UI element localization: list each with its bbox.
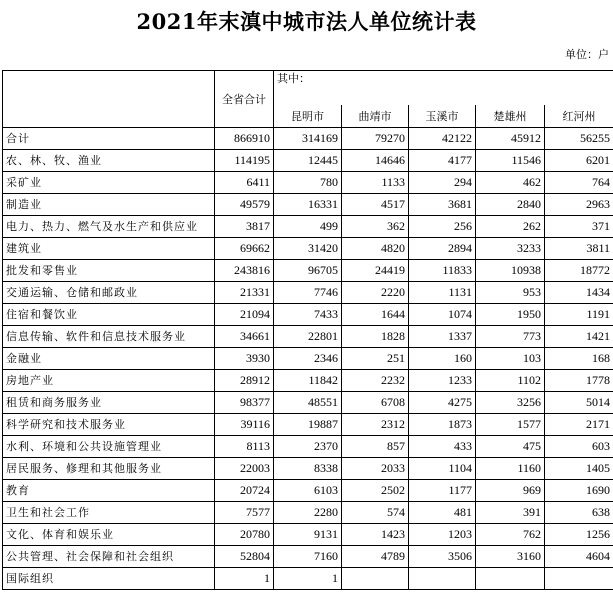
row-value: 1778 <box>545 370 613 392</box>
row-value: 98377 <box>215 392 274 414</box>
row-value: 52804 <box>215 546 274 568</box>
table-row <box>3 436 613 458</box>
row-value: 2033 <box>342 458 409 480</box>
row-value <box>342 568 409 590</box>
row-value: 4604 <box>545 546 613 568</box>
table-row <box>3 326 613 348</box>
row-value: 3817 <box>215 216 274 238</box>
row-value: 56255 <box>545 128 613 150</box>
row-label: 水利、环境和公共设施管理业 <box>3 436 215 458</box>
row-value: 79270 <box>342 128 409 150</box>
row-value: 3233 <box>476 238 545 260</box>
table-body <box>3 128 613 590</box>
row-value: 24419 <box>342 260 409 282</box>
row-value: 7160 <box>274 546 342 568</box>
row-label: 农、林、牧、渔业 <box>3 150 215 172</box>
row-value: 39116 <box>215 414 274 436</box>
row-value: 773 <box>476 326 545 348</box>
row-value: 34661 <box>215 326 274 348</box>
row-value: 3160 <box>476 546 545 568</box>
table-row <box>3 392 613 414</box>
row-value: 1405 <box>545 458 613 480</box>
row-value: 1074 <box>409 304 476 326</box>
row-value: 6201 <box>545 150 613 172</box>
row-value: 3506 <box>409 546 476 568</box>
row-value: 49579 <box>215 194 274 216</box>
row-value: 953 <box>476 282 545 304</box>
row-value: 1203 <box>409 524 476 546</box>
row-label: 国际组织 <box>3 568 215 590</box>
row-value: 4789 <box>342 546 409 568</box>
row-label: 制造业 <box>3 194 215 216</box>
row-value: 371 <box>545 216 613 238</box>
row-value: 21094 <box>215 304 274 326</box>
header-total: 全省合计 <box>215 71 274 128</box>
row-value: 866910 <box>215 128 274 150</box>
row-label: 文化、体育和娱乐业 <box>3 524 215 546</box>
row-value: 3811 <box>545 238 613 260</box>
row-value: 3681 <box>409 194 476 216</box>
row-value: 14646 <box>342 150 409 172</box>
row-label: 采矿业 <box>3 172 215 194</box>
unit-note: 单位：户 <box>565 48 609 61</box>
row-value: 475 <box>476 436 545 458</box>
header-city: 红河州 <box>545 105 613 128</box>
row-value: 19887 <box>274 414 342 436</box>
table-row <box>3 502 613 524</box>
row-value: 969 <box>476 480 545 502</box>
row-value: 1177 <box>409 480 476 502</box>
row-value: 11842 <box>274 370 342 392</box>
row-value: 160 <box>409 348 476 370</box>
header-city: 曲靖市 <box>342 105 409 128</box>
row-label: 批发和零售业 <box>3 260 215 282</box>
row-value: 2280 <box>274 502 342 524</box>
header-city: 昆明市 <box>274 105 342 128</box>
row-value: 1421 <box>545 326 613 348</box>
header-corner <box>3 71 215 128</box>
table-row <box>3 282 613 304</box>
row-value: 1160 <box>476 458 545 480</box>
table-row <box>3 194 613 216</box>
header-of-which: 其中： <box>274 71 613 106</box>
row-value: 42122 <box>409 128 476 150</box>
table-row <box>3 348 613 370</box>
row-value: 1434 <box>545 282 613 304</box>
row-value: 603 <box>545 436 613 458</box>
row-value: 11546 <box>476 150 545 172</box>
row-value: 1577 <box>476 414 545 436</box>
row-value: 45912 <box>476 128 545 150</box>
table-row <box>3 568 613 590</box>
row-value: 262 <box>476 216 545 238</box>
row-value <box>545 568 613 590</box>
row-value: 4177 <box>409 150 476 172</box>
row-value: 1104 <box>409 458 476 480</box>
row-value: 6103 <box>274 480 342 502</box>
row-value: 6708 <box>342 392 409 414</box>
row-value: 96705 <box>274 260 342 282</box>
row-value: 16331 <box>274 194 342 216</box>
row-value: 1690 <box>545 480 613 502</box>
row-value: 4820 <box>342 238 409 260</box>
row-value: 1644 <box>342 304 409 326</box>
row-label: 教育 <box>3 480 215 502</box>
table-row <box>3 480 613 502</box>
row-value: 391 <box>476 502 545 524</box>
row-label: 交通运输、仓储和邮政业 <box>3 282 215 304</box>
row-label: 卫生和社会工作 <box>3 502 215 524</box>
row-label: 信息传输、软件和信息技术服务业 <box>3 326 215 348</box>
row-value: 780 <box>274 172 342 194</box>
row-value: 22003 <box>215 458 274 480</box>
row-value: 574 <box>342 502 409 524</box>
table-row <box>3 458 613 480</box>
row-value: 1423 <box>342 524 409 546</box>
row-value: 1337 <box>409 326 476 348</box>
row-value: 11833 <box>409 260 476 282</box>
row-value: 22801 <box>274 326 342 348</box>
row-value: 2220 <box>342 282 409 304</box>
row-value: 2502 <box>342 480 409 502</box>
row-value: 4517 <box>342 194 409 216</box>
row-value: 362 <box>342 216 409 238</box>
row-label: 租赁和商务服务业 <box>3 392 215 414</box>
row-value: 314169 <box>274 128 342 150</box>
row-value: 48551 <box>274 392 342 414</box>
row-value <box>476 568 545 590</box>
row-value: 12445 <box>274 150 342 172</box>
row-value: 462 <box>476 172 545 194</box>
row-value: 7577 <box>215 502 274 524</box>
row-value: 103 <box>476 348 545 370</box>
header-city: 楚雄州 <box>476 105 545 128</box>
row-value: 2346 <box>274 348 342 370</box>
row-label: 科学研究和技术服务业 <box>3 414 215 436</box>
row-value: 3256 <box>476 392 545 414</box>
table-row <box>3 216 613 238</box>
row-value: 114195 <box>215 150 274 172</box>
row-label: 住宿和餐饮业 <box>3 304 215 326</box>
row-value: 20780 <box>215 524 274 546</box>
row-value: 10938 <box>476 260 545 282</box>
row-value: 481 <box>409 502 476 524</box>
row-value: 1191 <box>545 304 613 326</box>
page-title: 2021年末滇中城市法人单位统计表 <box>136 9 477 34</box>
row-label: 合计 <box>3 128 215 150</box>
table-row <box>3 260 613 282</box>
row-value: 2370 <box>274 436 342 458</box>
row-value: 2840 <box>476 194 545 216</box>
table-row <box>3 304 613 326</box>
row-label: 房地产业 <box>3 370 215 392</box>
row-value: 1102 <box>476 370 545 392</box>
row-value: 638 <box>545 502 613 524</box>
row-label: 公共管理、社会保障和社会组织 <box>3 546 215 568</box>
row-value: 499 <box>274 216 342 238</box>
row-value: 7746 <box>274 282 342 304</box>
row-label: 电力、热力、燃气及水生产和供应业 <box>3 216 215 238</box>
row-value: 1 <box>215 568 274 590</box>
table-row <box>3 370 613 392</box>
row-value: 4275 <box>409 392 476 414</box>
row-value: 20724 <box>215 480 274 502</box>
row-value: 9131 <box>274 524 342 546</box>
row-value: 294 <box>409 172 476 194</box>
row-value: 18772 <box>545 260 613 282</box>
row-label: 居民服务、修理和其他服务业 <box>3 458 215 480</box>
row-label: 建筑业 <box>3 238 215 260</box>
row-value: 2232 <box>342 370 409 392</box>
row-value: 2171 <box>545 414 613 436</box>
statistics-table <box>2 70 613 590</box>
row-value: 31420 <box>274 238 342 260</box>
row-value: 8338 <box>274 458 342 480</box>
row-value: 7433 <box>274 304 342 326</box>
row-value: 256 <box>409 216 476 238</box>
header-city: 玉溪市 <box>409 105 476 128</box>
row-value: 1950 <box>476 304 545 326</box>
row-value: 8113 <box>215 436 274 458</box>
row-value: 1828 <box>342 326 409 348</box>
row-value: 1233 <box>409 370 476 392</box>
row-value: 1133 <box>342 172 409 194</box>
table-row <box>3 128 613 150</box>
row-value: 857 <box>342 436 409 458</box>
table-row <box>3 238 613 260</box>
table-row <box>3 172 613 194</box>
row-value: 2894 <box>409 238 476 260</box>
table-row <box>3 524 613 546</box>
row-value: 762 <box>476 524 545 546</box>
row-value: 764 <box>545 172 613 194</box>
row-value: 28912 <box>215 370 274 392</box>
row-value: 243816 <box>215 260 274 282</box>
row-value: 5014 <box>545 392 613 414</box>
row-label: 金融业 <box>3 348 215 370</box>
row-value: 1256 <box>545 524 613 546</box>
table-row <box>3 150 613 172</box>
row-value: 1 <box>274 568 342 590</box>
row-value: 69662 <box>215 238 274 260</box>
row-value: 1131 <box>409 282 476 304</box>
row-value: 2963 <box>545 194 613 216</box>
row-value <box>409 568 476 590</box>
table-row <box>3 546 613 568</box>
row-value: 433 <box>409 436 476 458</box>
row-value: 2312 <box>342 414 409 436</box>
row-value: 3930 <box>215 348 274 370</box>
row-value: 1873 <box>409 414 476 436</box>
row-value: 251 <box>342 348 409 370</box>
row-value: 168 <box>545 348 613 370</box>
row-value: 21331 <box>215 282 274 304</box>
table-row <box>3 414 613 436</box>
row-value: 6411 <box>215 172 274 194</box>
